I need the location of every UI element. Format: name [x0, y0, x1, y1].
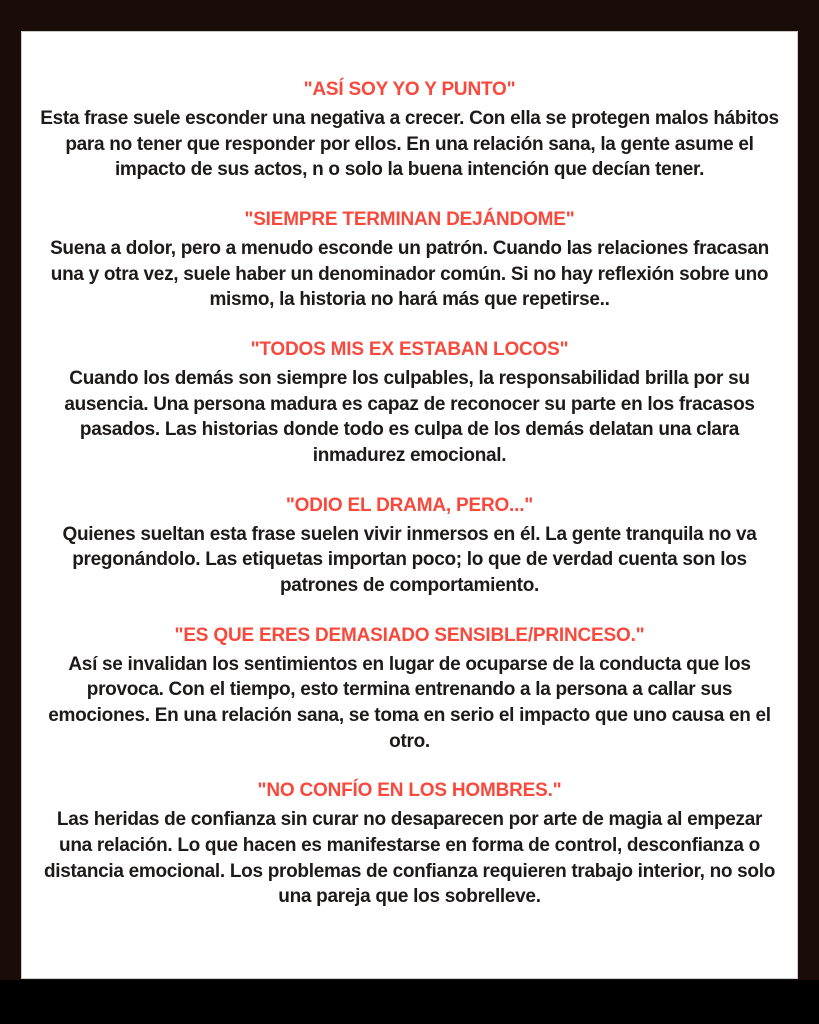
section-heading: "NO CONFÍO EN LOS HOMBRES.": [257, 780, 562, 802]
sections-container: [22, 32, 797, 910]
section-heading: "ES QUE ERES DEMASIADO SENSIBLE/PRINCESO.": [174, 624, 645, 646]
section-demasiado-sensible: [40, 623, 779, 755]
white-content-panel: [21, 31, 798, 979]
section-body: Así se invalidan los sentimientos en lugar de ocuparse de la conducta que los provoca. Con el tiempo, esto termina entrenando a la persona a callar sus emociones. En una relación sana, se toma en serio el impacto que uno causa en el otro.: [48, 653, 771, 752]
section-body: Cuando los demás son siempre los culpables, la responsabilidad brilla por su ausencia. Una persona madura es capaz de reconocer su parte en los fracasos pasados. Las historias donde todo es culpa de los demás delatan una clara inmadurez emocional.: [64, 368, 755, 466]
section-no-confio: [40, 778, 779, 910]
bottom-black-band: [0, 980, 819, 1024]
section-heading: "ODIO EL DRAMA, PERO...": [285, 494, 534, 516]
section-body: Quienes sueltan esta frase suelen vivir inmersos en él. La gente tranquila no va pregonándolo. Las etiquetas importan poco; lo que de verdad cuenta son los patrones de comportamiento.: [62, 523, 757, 596]
section-siempre-terminan: [40, 207, 779, 313]
section-todos-mis-ex: [40, 337, 779, 469]
section-heading: "SIEMPRE TERMINAN DEJÁNDOME": [244, 209, 575, 230]
section-body: Las heridas de confianza sin curar no desaparecen por arte de magia al empezar una relación. Lo que hacen es manifestarse en forma de control, desconfianza o distancia emocional. Los problemas de confianza requieren trabajo interior, no solo una pareja que los sobrelleve.: [43, 809, 776, 908]
section-body: Suena a dolor, pero a menudo esconde un patrón. Cuando las relaciones fracasan una y otra vez, suele haber un denominador común. Si no hay reflexión sobre uno mismo, la historia no hará más que repetirse..: [50, 238, 769, 311]
section-asi-soy-yo: [40, 77, 779, 183]
section-heading: "TODOS MIS EX ESTABAN LOCOS": [250, 339, 569, 360]
section-odio-el-drama: [40, 493, 779, 599]
section-body: Esta frase suele esconder una negativa a crecer. Con ella se protegen malos hábitos para no tener que responder por ellos. En una relación sana, la gente asume el impacto de sus actos, n o solo la buena intención que decían tener.: [40, 108, 779, 181]
section-heading: "ASÍ SOY YO Y PUNTO": [303, 79, 516, 100]
